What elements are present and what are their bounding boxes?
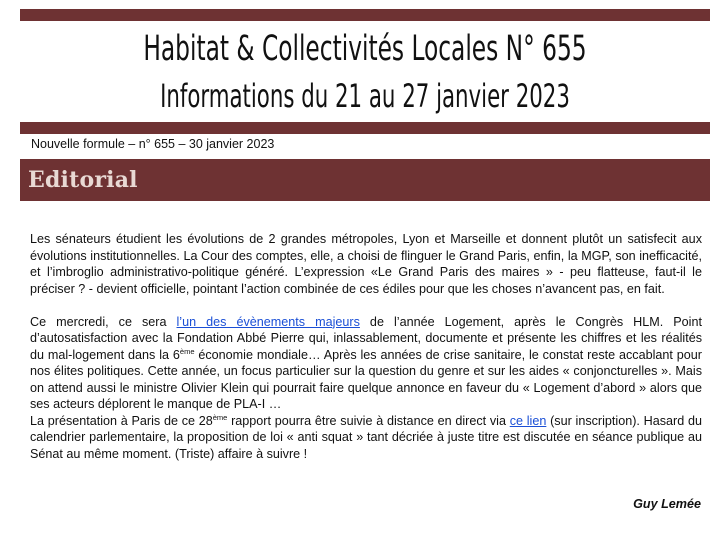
paragraph-2-text-a: Ce mercredi, ce sera	[30, 314, 177, 329]
event-link[interactable]: l’un des évènements majeurs	[176, 314, 360, 329]
newsletter-title: Habitat & Collectivités Locales N° 655	[143, 29, 587, 69]
paragraph-2-text-b: de l’année Logement, après le Congrès HLM. Point d’autosatisfaction avec la Fondation Abbé Pierre qui, inlassablement, documente et présente les chiffres et les réalités du mal-logement dans la 6	[30, 314, 702, 362]
ordinal-suffix: ème	[179, 346, 195, 356]
ordinal-suffix: ème	[212, 412, 228, 422]
paragraph-2	[30, 314, 702, 413]
editorial-body	[30, 231, 702, 462]
author-signature: Guy Lemée	[633, 497, 701, 511]
section-header	[20, 159, 710, 201]
header-bottom-bar	[20, 122, 710, 134]
newsletter-subtitle: Informations du 21 au 27 janvier 2023	[160, 77, 570, 115]
paragraph-3-text-b: rapport pourra être suivie à distance en direct via	[227, 413, 510, 428]
header-top-bar	[20, 9, 710, 21]
section-title: Editorial	[28, 167, 138, 193]
paragraph-3-text-c: (sur inscription). Hasard du calendrier parlementaire, la proposition de loi « anti squat » tant décriée à juste titre est discutée en séance publique au Sénat au même moment. (Triste) affaire à suivre !	[30, 413, 702, 461]
stream-link[interactable]: ce lien	[509, 413, 547, 428]
paragraph-1	[30, 231, 702, 297]
issue-info: Nouvelle formule – n° 655 – 30 janvier 2023	[31, 137, 275, 151]
paragraph-3-text-a: La présentation à Paris de ce 28	[30, 413, 213, 428]
paragraph-1-text: Les sénateurs étudient les évolutions de 2 grandes métropoles, Lyon et Marseille et donnent plutôt un satisfecit aux évolutions institutionnelles. La Cour des comptes, elle, a choisi de flinguer le Grand Paris, enfin, la MGP, son inefficacité, et l’imbroglio administrativo-politique généré. L’expression «Le Grand Paris des maires » - peu flatteuse, faut-il le préciser ? - devient officielle, pointant l’action combinée de ces édiles pour que les choses n’avancent pas, en fait.	[30, 232, 702, 296]
paragraph-2-text-c: économie mondiale… Après les années de crise sanitaire, le constat reste accablant pour nos élites politiques. Cette année, un focus particulier sur la question du genre et sur les aides « conjoncturelles ». Mais on attend aussi le ministre Olivier Klein qui pourrait faire quelque annonce en faveur du « Logement d’abord » alors que ses acteurs déplorent le manque de PLA-I …	[30, 347, 702, 411]
paragraph-3	[30, 413, 702, 463]
